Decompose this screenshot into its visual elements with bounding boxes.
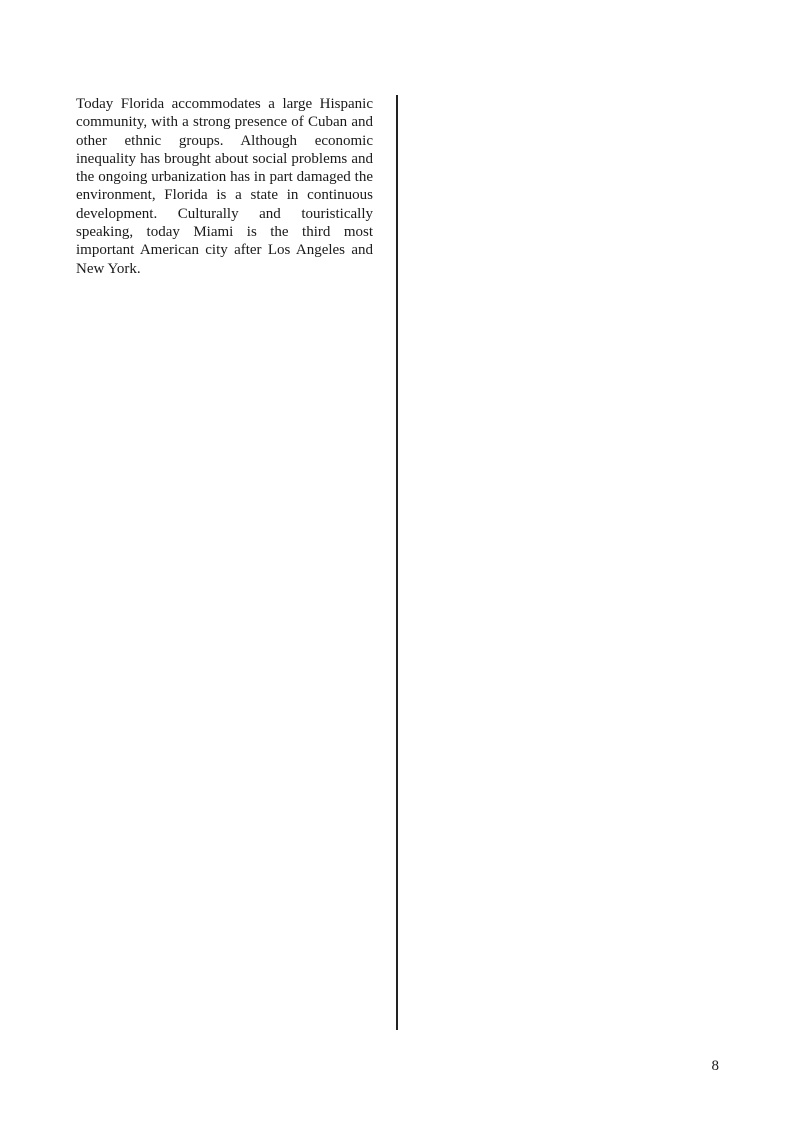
left-column <box>76 95 373 278</box>
page-number: 8 <box>711 1058 719 1074</box>
body-paragraph: Today Florida accommodates a large Hispanic community, with a strong presence of Cuban and other ethnic groups. Although economic inequality has brought about social problems and the ongoing urbanization has in part damaged the environment, Florida is a state in continuous development. Culturally and touristically speaking, today Miami is the third most important American city after Los Angeles and New York. <box>76 96 373 277</box>
right-column <box>420 95 717 1030</box>
column-divider <box>396 95 398 1030</box>
